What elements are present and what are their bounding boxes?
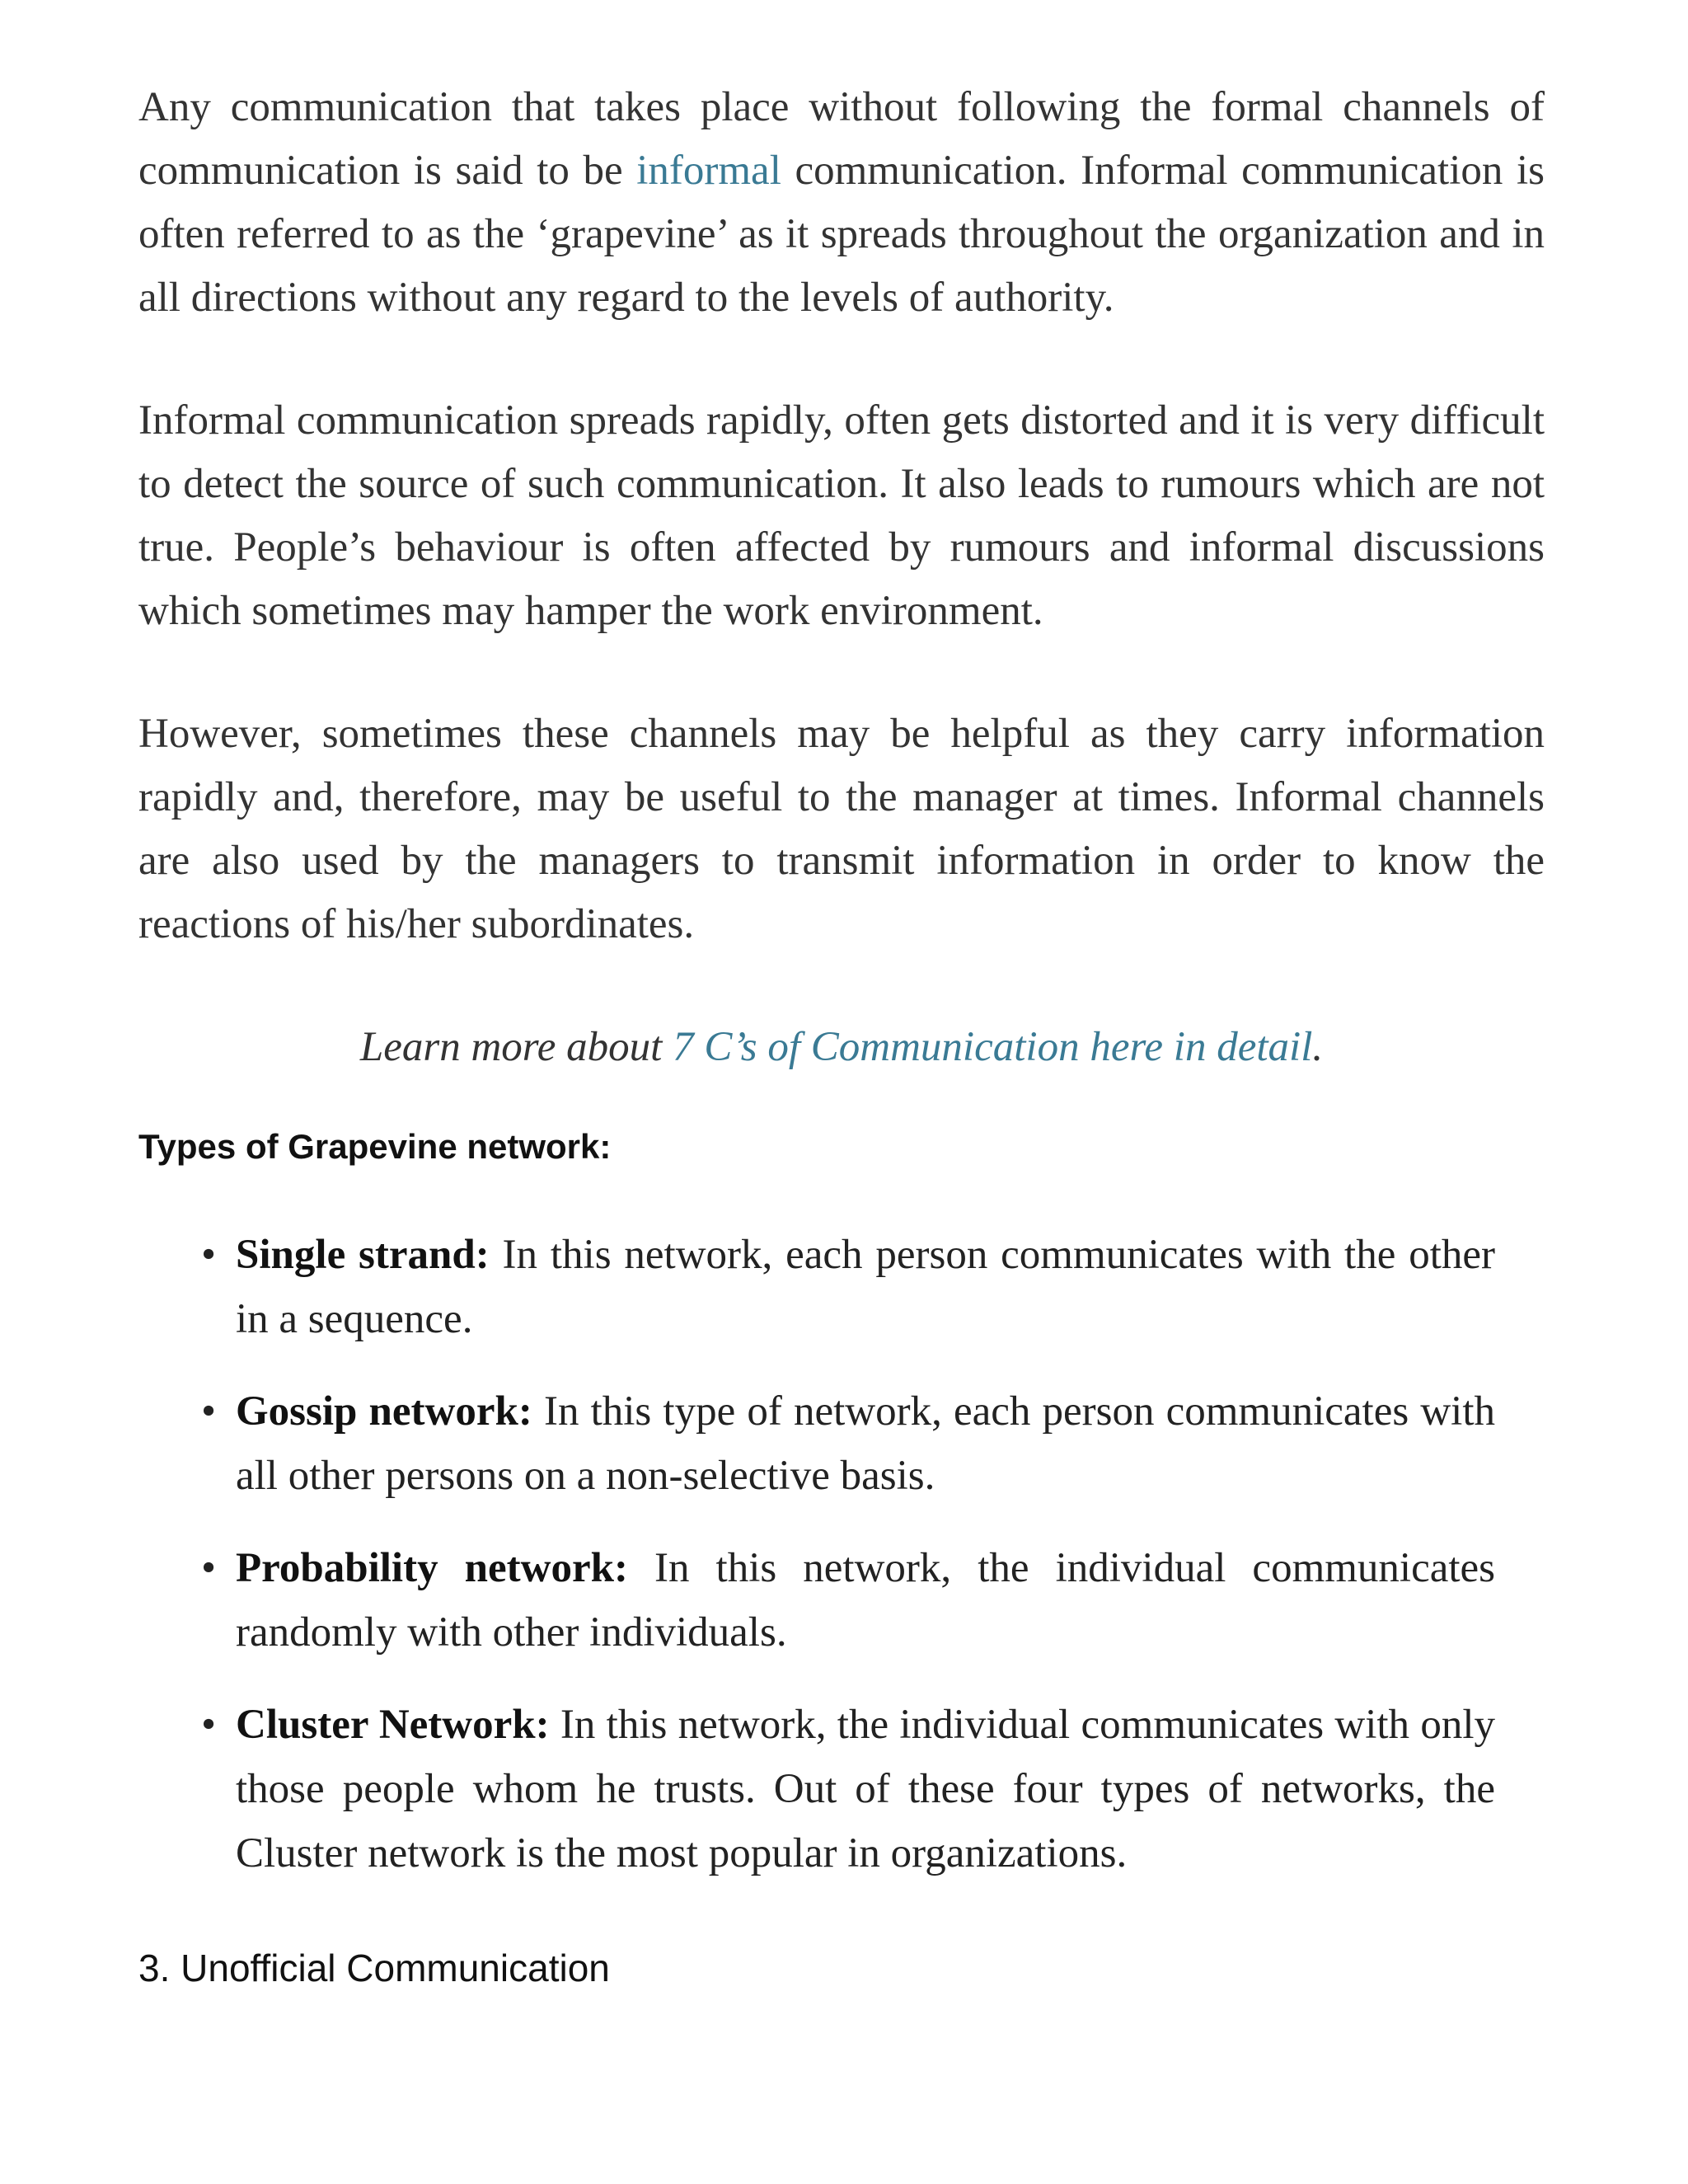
type-description: In this network, the individual communicates randomly with other individuals. xyxy=(236,1545,1496,1656)
type-term: Probability network: xyxy=(236,1545,628,1591)
grapevine-types-list xyxy=(138,1223,1545,1886)
bullet-icon: • xyxy=(201,1388,216,1435)
bullet-icon: • xyxy=(201,1232,216,1278)
paragraph-text: communication. Informal communication is often referred to as the ‘grapevine’ as it spreads throughout the organization and in all directions without any regard to the levels of authority. xyxy=(138,148,1545,321)
type-term: Cluster Network: xyxy=(236,1702,550,1748)
bullet-icon: • xyxy=(201,1702,216,1748)
learn-more-prefix: Learn more about xyxy=(359,1024,673,1070)
type-term: Single strand: xyxy=(236,1232,490,1278)
paragraph-informal-helpful: However, sometimes these channels may be helpful as they carry information rapidly and, therefore, may be useful to the manager at times. Informal channels are also used by the managers to transmit information in order to know the reactions of his/her subordinates. xyxy=(138,711,1545,947)
type-description: In this network, each person communicates with the other in a sequence. xyxy=(236,1232,1495,1342)
list-item xyxy=(201,1379,1495,1508)
section-title-unofficial: 3. Unofficial Communication xyxy=(138,1947,610,1989)
seven-cs-link[interactable]: 7 C’s of Communication here in detail xyxy=(673,1024,1313,1070)
list-item xyxy=(201,1536,1496,1665)
learn-more-suffix: . xyxy=(1312,1024,1324,1070)
paragraph-informal-definition xyxy=(138,76,1545,330)
paragraph-text: Any communication that takes place without following the formal channels of communication is said to be xyxy=(138,84,1545,194)
list-item xyxy=(201,1223,1495,1351)
type-description: In this type of network, each person communicates with all other persons on a non-selective basis. xyxy=(236,1388,1495,1499)
type-description: In this network, the individual communicates with only those people whom he trusts. Out of these four types of networks, the Cluster network is the most popular in organizations. xyxy=(236,1702,1495,1876)
article-content xyxy=(138,76,1545,1993)
list-item xyxy=(201,1693,1495,1886)
learn-more-note xyxy=(138,1016,1545,1079)
bullet-icon: • xyxy=(201,1545,216,1591)
informal-link[interactable]: informal xyxy=(636,148,781,194)
type-term: Gossip network: xyxy=(236,1388,532,1435)
types-heading: Types of Grapevine network: xyxy=(138,1127,612,1166)
paragraph-informal-spread: Informal communication spreads rapidly, often gets distorted and it is very difficult to detect the source of such communication. It also leads to rumours which are not true. People’s behaviour is often affected by rumours and informal discussions which sometimes may hamper the work environment. xyxy=(138,397,1545,634)
